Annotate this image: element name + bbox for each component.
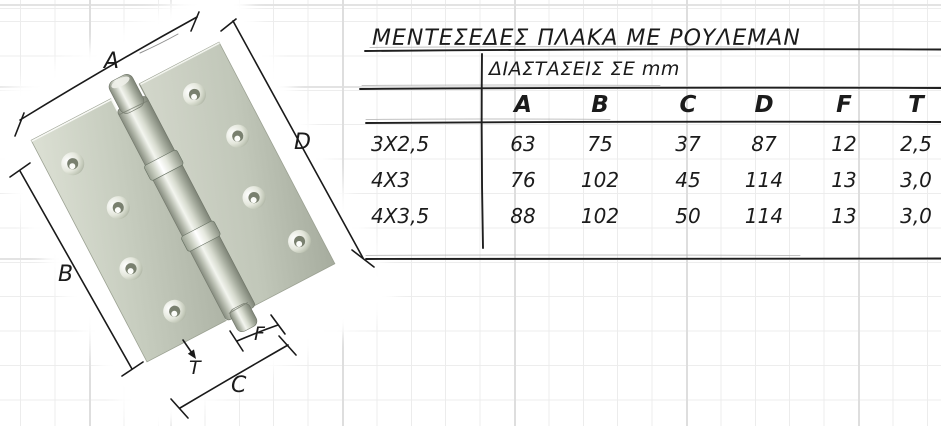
table-cell: 76 <box>510 168 536 192</box>
table-cell: 12 <box>831 132 857 156</box>
table-cell: 50 <box>675 204 701 228</box>
dim-label-c: C <box>231 373 247 398</box>
table-cell: 102 <box>580 204 620 228</box>
table-cell: 75 <box>587 132 613 156</box>
table-cell: 63 <box>510 132 536 156</box>
row-label: 4X3,5 <box>371 204 430 228</box>
dim-label-a: A <box>104 49 120 74</box>
table-cell: 102 <box>580 168 620 192</box>
table-cell: 87 <box>751 132 777 156</box>
dim-label-b: B <box>58 262 74 287</box>
table-cell: 3,0 <box>900 204 932 228</box>
table-cell: 88 <box>510 204 536 228</box>
table-cell: 2,5 <box>900 132 932 156</box>
column-header-t: T <box>908 92 924 118</box>
table-cell: 3,0 <box>900 168 932 192</box>
page-title: ΜΕΝΤΕΣΕΔΕΣ ΠΛΑΚΑ ΜΕ ΡΟΥΛΕΜΑΝ <box>372 26 801 51</box>
table-subtitle: ΔΙΑΣΤΑΣΕΙΣ ΣΕ mm <box>489 58 680 80</box>
dim-label-t: T <box>189 357 201 379</box>
column-header-b: B <box>591 92 609 118</box>
dim-label-d: D <box>294 130 311 155</box>
dim-label-f: F <box>254 323 265 345</box>
table-cell: 37 <box>675 132 701 156</box>
table-cell: 114 <box>744 204 784 228</box>
column-header-a: A <box>514 92 532 118</box>
table-cell: 45 <box>675 168 701 192</box>
row-label: 3X2,5 <box>371 132 430 156</box>
column-header-c: C <box>679 92 697 118</box>
column-header-f: F <box>836 92 852 118</box>
table-cell: 114 <box>744 168 784 192</box>
row-label: 4X3 <box>371 168 411 192</box>
column-header-d: D <box>754 92 774 118</box>
table-cell: 13 <box>831 204 857 228</box>
table-cell: 13 <box>831 168 857 192</box>
